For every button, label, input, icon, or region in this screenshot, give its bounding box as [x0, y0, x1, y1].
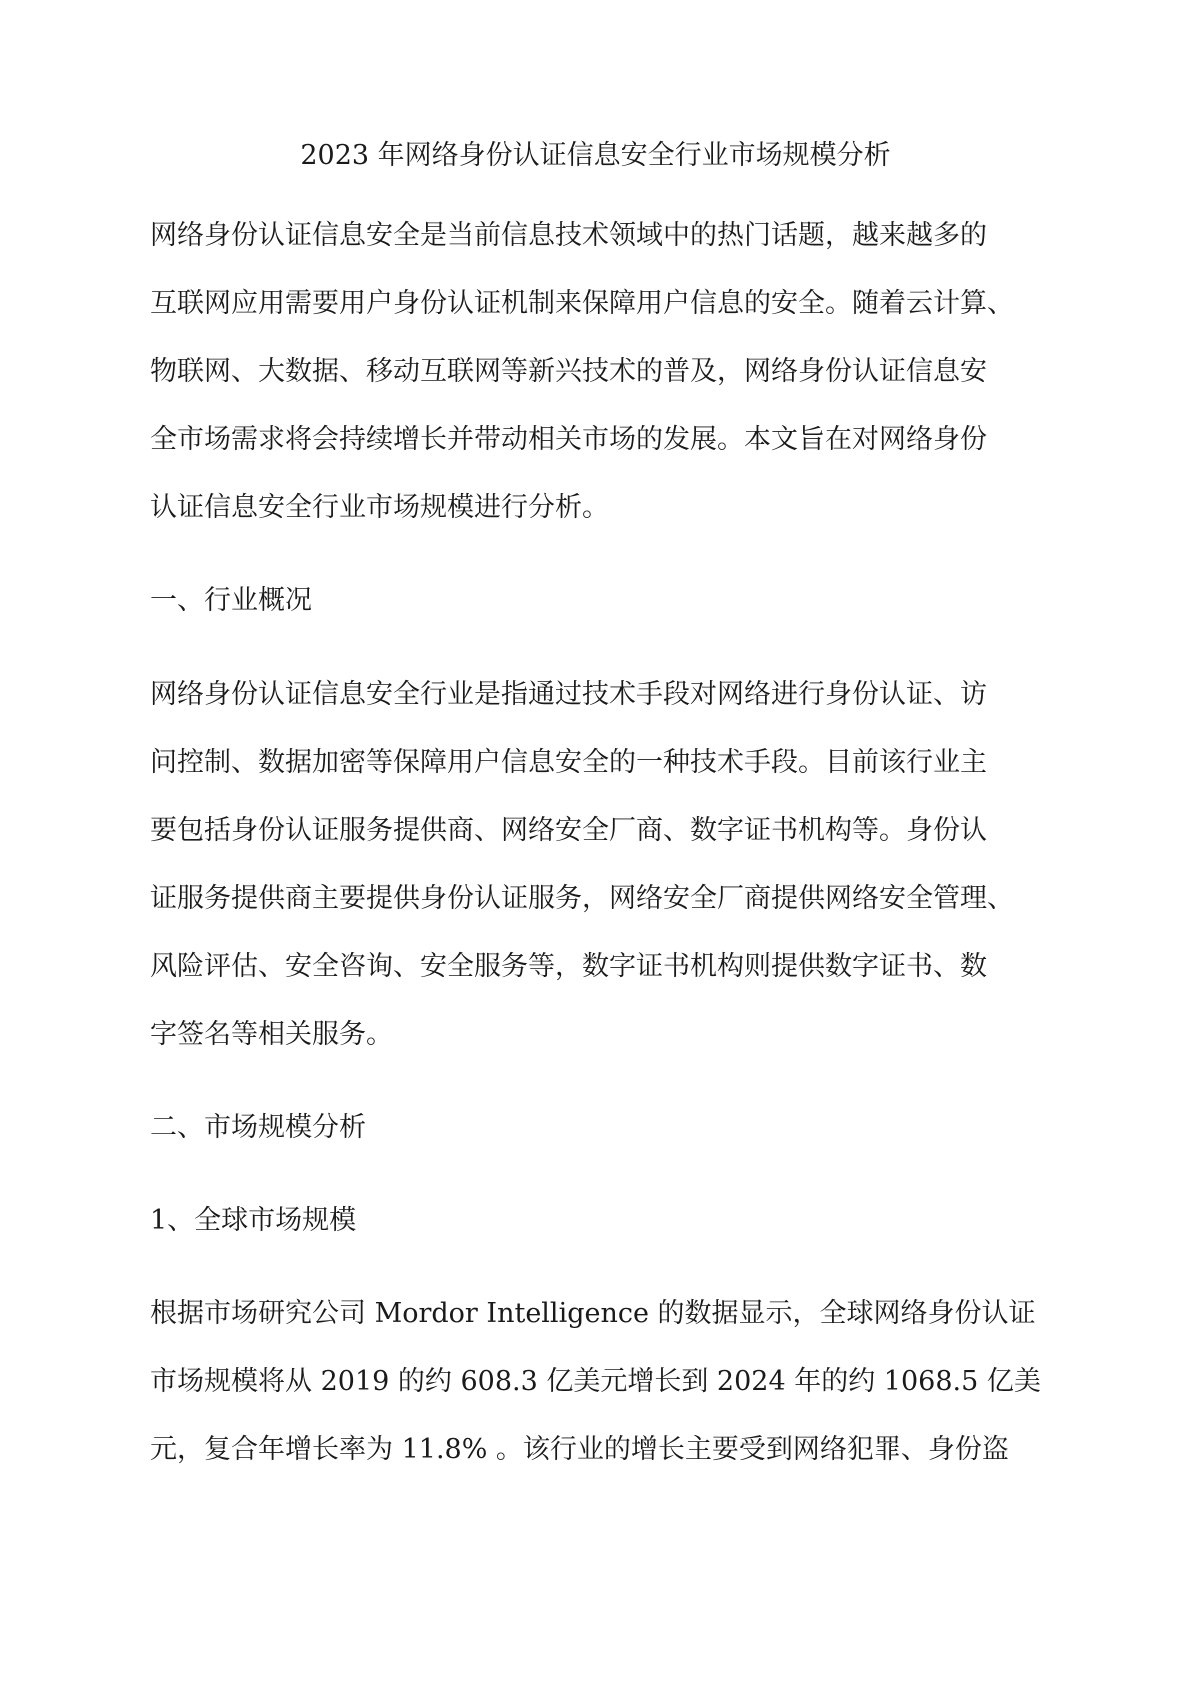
- intro-line: 认证信息安全行业市场规模进行分析。: [150, 492, 609, 523]
- document-title: 2023 年网络身份认证信息安全行业市场规模分析: [300, 140, 891, 171]
- overview-line: 网络身份认证信息安全行业是指通过技术手段对网络进行身份认证、访: [150, 679, 987, 710]
- global-market-line: 元，复合年增长率为 11.8% 。该行业的增长主要受到网络犯罪、身份盗: [150, 1434, 1009, 1465]
- intro-line: 互联网应用需要用户身份认证机制来保障用户信息的安全。随着云计算、: [150, 288, 1014, 319]
- intro-line: 网络身份认证信息安全是当前信息技术领域中的热门话题，越来越多的: [150, 220, 987, 251]
- subsection-heading-global-market: 1、全球市场规模: [150, 1205, 357, 1236]
- overview-line: 风险评估、安全咨询、安全服务等，数字证书机构则提供数字证书、数: [150, 951, 987, 982]
- section-heading-overview: 一、行业概况: [150, 585, 312, 616]
- global-market-line: 市场规模将从 2019 的约 608.3 亿美元增长到 2024 年的约 1068.5 亿美: [150, 1366, 1041, 1397]
- intro-line: 物联网、大数据、移动互联网等新兴技术的普及，网络身份认证信息安: [150, 356, 987, 387]
- intro-line: 全市场需求将会持续增长并带动相关市场的发展。本文旨在对网络身份: [150, 424, 987, 455]
- overview-line: 要包括身份认证服务提供商、网络安全厂商、数字证书机构等。身份认: [150, 815, 987, 846]
- section-heading-market-size: 二、市场规模分析: [150, 1112, 366, 1143]
- overview-line: 证服务提供商主要提供身份认证服务，网络安全厂商提供网络安全管理、: [150, 883, 1014, 914]
- overview-line: 问控制、数据加密等保障用户信息安全的一种技术手段。目前该行业主: [150, 747, 987, 778]
- overview-line: 字签名等相关服务。: [150, 1019, 393, 1050]
- global-market-line: 根据市场研究公司 Mordor Intelligence 的数据显示，全球网络身份认证: [150, 1298, 1036, 1329]
